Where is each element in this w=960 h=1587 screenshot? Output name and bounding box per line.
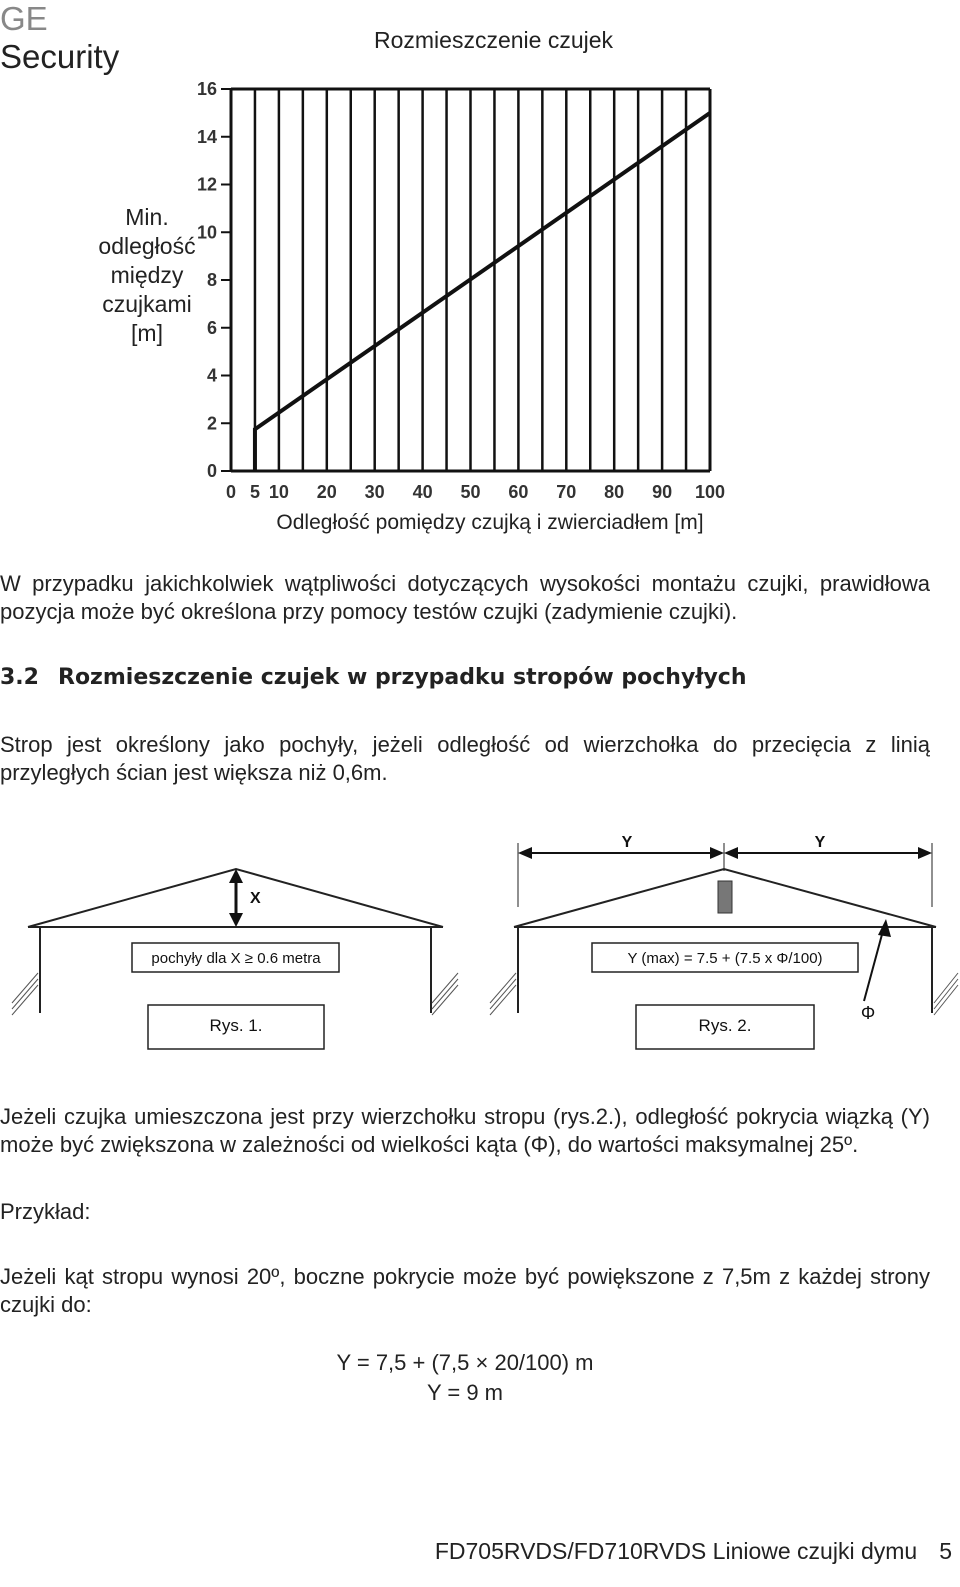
x-tick-label: 30 <box>364 482 385 502</box>
x-tick-label: 70 <box>556 482 577 502</box>
figure-2-y-left: Y <box>621 834 633 851</box>
x-tick-label: 100 <box>694 482 726 502</box>
x-tick-label: 5 <box>249 482 260 502</box>
page-number: 5 <box>939 1538 952 1564</box>
paragraph-coverage: Jeżeli czujka umieszczona jest przy wierzchołku stropu (rys.2.), odległość pokrycia wiązką (Y) może być zwiększona w zależności od wielkości kąta (Φ), do wartości maksymalnej 25º. <box>0 1104 930 1157</box>
x-tick-label: 10 <box>268 482 289 502</box>
paragraph-sloped-definition: Strop jest określony jako pochyły, jeżeli odległość od wierzchołka do przecięcia z linią przyległych ścian jest większa niż 0,6m. <box>0 732 930 785</box>
chart-x-axis-label: Odległość pomiędzy czujką i zwierciadłem [m] <box>276 511 704 534</box>
section-heading <box>0 665 747 690</box>
x-tick-label: 60 <box>508 482 529 502</box>
y-tick-label: 14 <box>196 126 217 147</box>
y-tick-label: 6 <box>206 317 217 338</box>
chart-y-axis-label-line: między <box>110 262 184 288</box>
brand-ge: GE <box>0 0 48 37</box>
figure-1-caption: Rys. 1. <box>209 1016 263 1035</box>
figure-2-y-right: Y <box>814 834 826 851</box>
distance-chart <box>190 75 750 545</box>
page-footer <box>435 1538 952 1565</box>
figure-2-caption: Rys. 2. <box>698 1016 752 1035</box>
chart-y-axis-label-line: Min. <box>125 204 169 230</box>
figure-1 <box>12 869 458 1049</box>
figure-1-condition: pochyły dla X ≥ 0.6 metra <box>151 950 321 967</box>
figure-2 <box>490 834 958 1049</box>
formula-line-2: Y = 9 m <box>426 1380 504 1405</box>
section-number: 3.2 <box>0 665 39 690</box>
x-tick-label: 50 <box>460 482 481 502</box>
y-tick-label: 4 <box>206 365 217 386</box>
figure-2-phi: Φ <box>860 1003 876 1023</box>
y-tick-label: 0 <box>206 461 217 481</box>
section-title: Rozmieszczenie czujek w przypadku stropów pochyłych <box>58 665 747 690</box>
y-tick-label: 10 <box>196 222 217 243</box>
figure-2-formula: Y (max) = 7.5 + (7.5 x Φ/100) <box>627 950 823 967</box>
x-tick-label: 90 <box>652 482 673 502</box>
chart-x-ticks <box>226 482 725 502</box>
y-tick-label: 8 <box>206 270 217 290</box>
x-tick-label: 80 <box>604 482 625 502</box>
chart-y-axis-label-line: czujkami <box>102 291 192 317</box>
x-tick-label: 0 <box>225 482 237 502</box>
x-tick-label: 20 <box>316 482 337 502</box>
chart-y-axis-label <box>92 203 202 348</box>
chart-series-line <box>255 113 710 471</box>
brand-logo <box>0 0 119 76</box>
paragraph-example: Jeżeli kąt stropu wynosi 20º, boczne pokrycie może być powiększone z 7,5m z każdej strony czujki do: <box>0 1264 930 1317</box>
chart-y-axis-label-line: odległość <box>98 233 196 259</box>
y-tick-label: 16 <box>196 79 217 99</box>
y-tick-label: 2 <box>206 413 217 434</box>
sloped-ceiling-diagram <box>0 825 960 1065</box>
footer-doc-title: FD705RVDS/FD710RVDS Liniowe czujki dymu <box>434 1538 918 1564</box>
formula-line-1: Y = 7,5 + (7,5 × 20/100) m <box>336 1350 594 1375</box>
x-tick-label: 40 <box>412 482 433 502</box>
figure-1-x-label: X <box>250 890 261 907</box>
y-tick-label: 12 <box>196 174 217 195</box>
chart-y-ticks <box>197 79 231 481</box>
paragraph-test-note: W przypadku jakichkolwiek wątpliwości dotyczących wysokości montażu czujki, prawidłowa pozycja może być określona przy pomocy testów czujki (zadymienie czujki). <box>0 571 930 624</box>
example-label: Przykład: <box>0 1199 91 1224</box>
brand-security: Security <box>0 38 120 75</box>
chart-y-axis-label-line: [m] <box>131 320 163 346</box>
detector-icon <box>718 881 732 913</box>
page-header-title: Rozmieszczenie czujek <box>374 27 614 53</box>
